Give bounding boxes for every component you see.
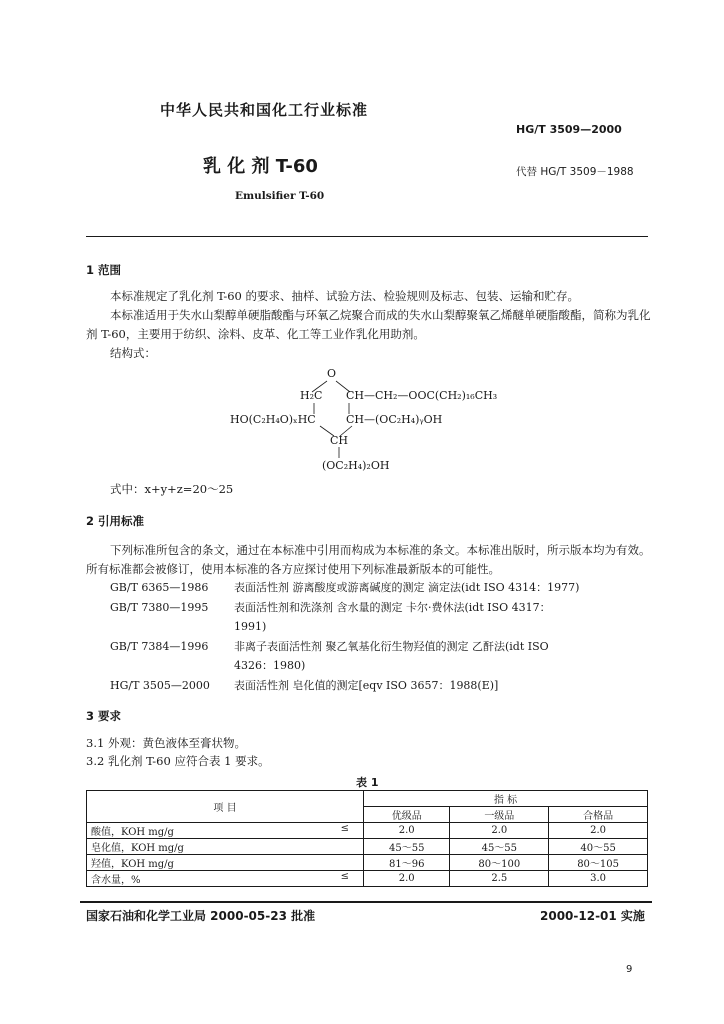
reference-code: GB/T 6365—1986	[110, 581, 209, 594]
formula-left-group: HO(C₂H₄O)ₓHC	[230, 413, 316, 426]
formula-note: 式中：x+y+z=20～25	[110, 482, 234, 496]
row-symbol: ≤	[340, 871, 349, 882]
replaces-note: 代替 HG/T 3509－1988	[516, 166, 634, 178]
row-item-label: 酸值，KOH mg/g	[91, 827, 174, 838]
page-number: 9	[626, 964, 633, 975]
requirement-3-1: 3.1 外观：黄色液体至膏状物。	[86, 736, 246, 750]
footer-rule	[80, 901, 652, 903]
section-3-heading: 3 要求	[86, 709, 122, 723]
row-item	[87, 855, 364, 871]
table-caption: 表 1	[356, 776, 379, 789]
reference-title: 表面活性剂 皂化值的测定[eqv ISO 3657：1988(E)]	[234, 679, 499, 692]
table-row	[87, 823, 648, 839]
org-title: 中华人民共和国化工行业标准	[160, 101, 369, 119]
table-cell: 2.0	[549, 823, 648, 839]
section-2-heading: 2 引用标准	[86, 514, 145, 528]
table-header-row	[87, 791, 648, 807]
table-cell: 3.0	[549, 871, 648, 887]
reference-title: 非离子表面活性剂 聚乙氧基化衍生物羟值的测定 乙酐法(idt ISO	[234, 640, 549, 653]
section-2-paragraph: 下列标准所包含的条文，通过在本标准中引用而构成为本标准的条文。本标准出版时，所示版本均为有效。所有标准都会被修订，使用本标准的各方应探讨使用下列标准最新版本的可能性。	[86, 543, 651, 576]
reference-title: 表面活性剂和洗涤剂 含水量的测定 卡尔·费休法(idt ISO 4317：	[234, 601, 551, 614]
table-cell: 2.0	[364, 823, 450, 839]
reference-code: HG/T 3505—2000	[110, 679, 210, 692]
table-row	[87, 871, 648, 887]
table-cell: 2.0	[450, 823, 549, 839]
table-cell: 81～96	[364, 855, 450, 871]
standard-number: HG/T 3509—2000	[516, 123, 622, 136]
col-index-header: 指 标	[364, 791, 648, 807]
row-item	[87, 871, 364, 887]
reference-continuation: 4326：1980)	[234, 659, 306, 672]
formula-ch-bottom: CH	[330, 434, 349, 447]
section-1-heading: 1 范围	[86, 263, 122, 277]
col-item-header: 项 目	[87, 791, 364, 823]
row-symbol: ≤	[340, 823, 349, 834]
table-cell: 80～100	[450, 855, 549, 871]
row-item-label: 羟值，KOH mg/g	[91, 859, 174, 870]
reference-item	[110, 578, 650, 597]
grade-header: 一级品	[450, 807, 549, 823]
row-item	[87, 823, 364, 839]
reference-code: GB/T 7384—1996	[110, 640, 209, 653]
table-row	[87, 855, 648, 871]
table-cell: 40～55	[549, 839, 648, 855]
reference-continuation: 1991)	[234, 620, 267, 633]
implementation-line: 2000-12-01 实施	[540, 909, 645, 923]
row-item-label: 皂化值，KOH mg/g	[91, 843, 184, 854]
formula-ch-chain: CH—CH₂—OOC(CH₂)₁₆CH₃	[346, 389, 498, 402]
approval-line: 国家石油和化学工业局 2000-05-23 批准	[86, 909, 316, 923]
grade-header: 优级品	[364, 807, 450, 823]
requirement-3-2: 3.2 乳化剂 T-60 应符合表 1 要求。	[86, 754, 270, 768]
requirements-table	[86, 790, 648, 887]
grade-header: 合格品	[549, 807, 648, 823]
english-title: Emulsifier T-60	[235, 190, 325, 202]
table-cell: 45～55	[450, 839, 549, 855]
reference-code: GB/T 7380—1995	[110, 601, 209, 614]
section-1-paragraph-1: 本标准规定了乳化剂 T-60 的要求、抽样、试验方法、检验规则及标志、包装、运输和贮存。	[110, 289, 580, 303]
row-item	[87, 839, 364, 855]
reference-item	[110, 637, 650, 675]
formula-bottom-group: (OC₂H₄)₂OH	[322, 459, 390, 472]
formula-ch-right: CH—(OC₂H₄)ᵧOH	[346, 413, 443, 426]
table-cell: 2.0	[364, 871, 450, 887]
row-item-label: 含水量，%	[91, 875, 141, 886]
table-cell: 45～55	[364, 839, 450, 855]
formula-oxygen: O	[327, 367, 337, 380]
formula-h2c: H₂C	[300, 389, 323, 402]
reference-item	[110, 676, 650, 695]
table-cell: 80～105	[549, 855, 648, 871]
table-cell: 2.5	[450, 871, 549, 887]
reference-item	[110, 598, 650, 636]
formula-bonds	[0, 0, 724, 480]
section-1-paragraph-2: 本标准适用于失水山梨醇单硬脂酸酯与环氧乙烷聚合而成的失水山梨醇聚氧乙烯醚单硬脂酸酯，简称为乳化剂 T-60，主要用于纺织、涂料、皮革、化工等工业作乳化用助剂。	[86, 308, 651, 341]
document-title: 乳 化 剂 T-60	[203, 156, 318, 177]
section-1-paragraph-3: 结构式：	[110, 346, 156, 360]
table-row	[87, 839, 648, 855]
reference-title: 表面活性剂 游离酸度或游离碱度的测定 滴定法(idt ISO 4314：1977)	[234, 581, 580, 594]
